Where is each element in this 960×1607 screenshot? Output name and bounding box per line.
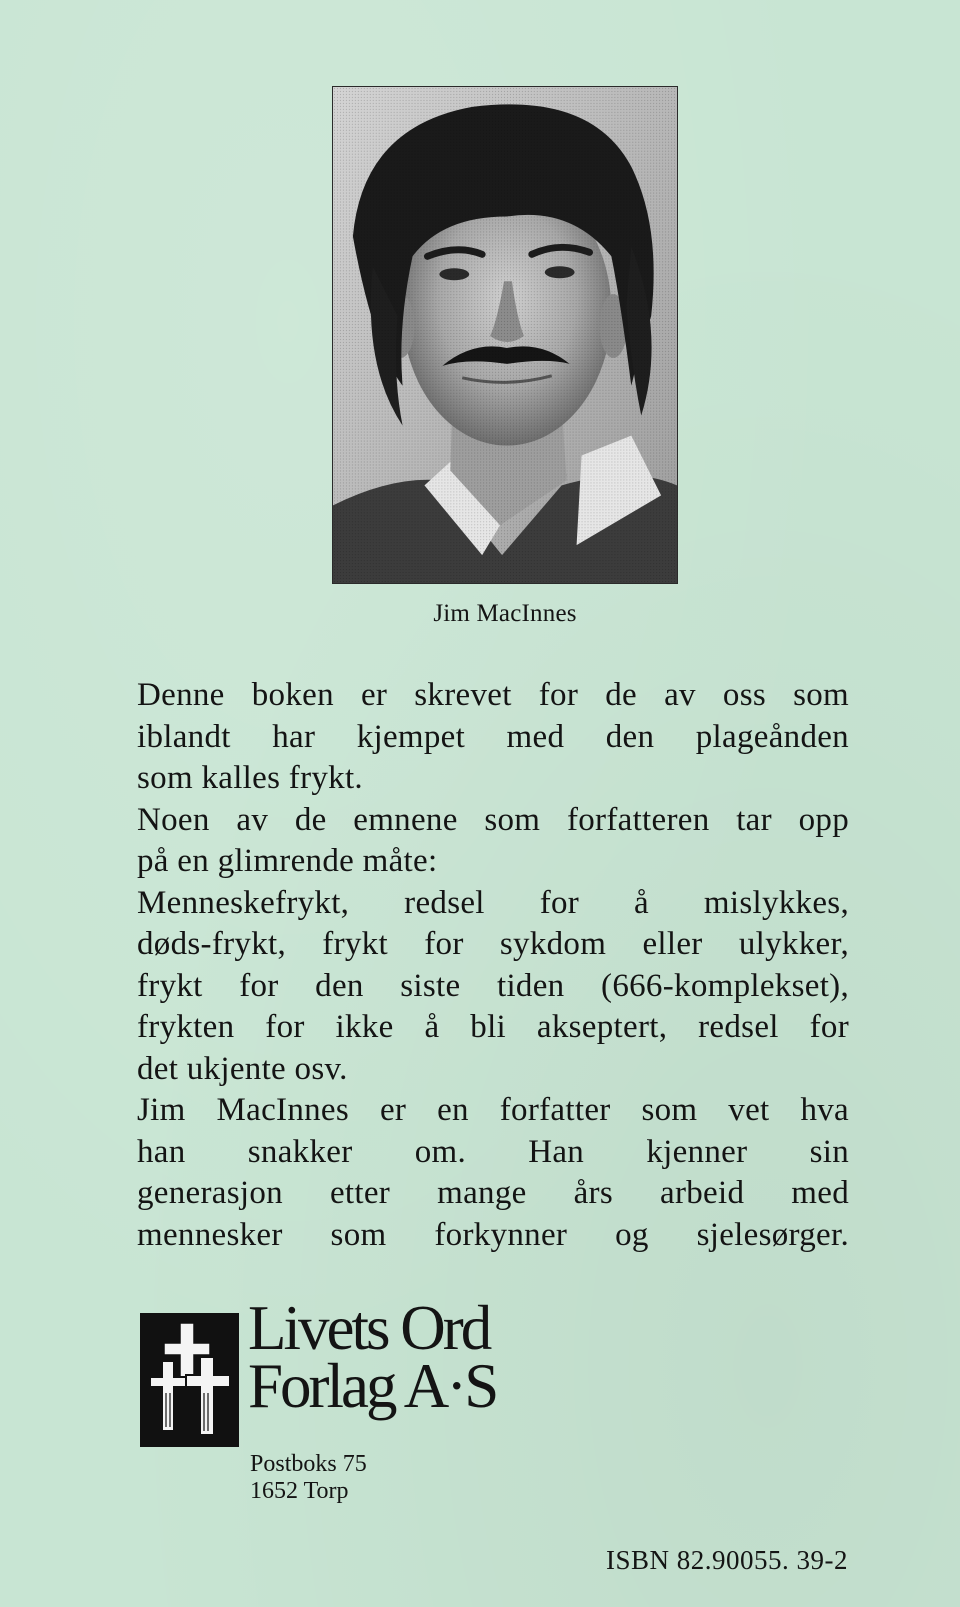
publisher-address bbox=[250, 1451, 367, 1505]
blurb-paragraph bbox=[137, 675, 849, 800]
text-line: Noen av de emnene som forfatteren tar opp bbox=[137, 801, 849, 838]
text-line: generasjon etter mange års arbeid med bbox=[137, 1175, 849, 1211]
text-line: døds-frykt, frykt for sykdom eller ulykker, bbox=[137, 926, 849, 962]
publisher-name-line: Forlag A·S bbox=[248, 1351, 497, 1421]
author-photo bbox=[332, 86, 678, 584]
text-line: iblandt har kjempet med den plageånden bbox=[137, 718, 849, 755]
blurb-paragraph bbox=[137, 800, 849, 883]
text-line: frykten for ikke å bli akseptert, redsel for bbox=[137, 1009, 849, 1045]
text-line: Denne boken er skrevet for de av oss som bbox=[137, 677, 849, 713]
blurb-paragraph bbox=[137, 883, 849, 1091]
publisher-block bbox=[140, 1293, 560, 1513]
text-line: han snakker om. Han kjenner sin bbox=[137, 1133, 849, 1170]
blurb-text bbox=[137, 675, 849, 1256]
photo-caption: Jim MacInnes bbox=[433, 600, 577, 627]
author-portrait-image bbox=[333, 87, 677, 583]
text-line: Menneskefrykt, redsel for å mislykkes, bbox=[137, 884, 849, 921]
publisher-name bbox=[248, 1293, 497, 1421]
text-line: det ukjente osv. bbox=[137, 1050, 348, 1087]
isbn-number: ISBN 82.90055. 39-2 bbox=[605, 1545, 848, 1575]
address-line: 1652 Torp bbox=[250, 1478, 349, 1504]
text-line: som kalles frykt. bbox=[137, 760, 363, 796]
publisher-name-line: Livets Ord bbox=[248, 1293, 490, 1363]
blurb-paragraph bbox=[137, 1090, 849, 1256]
address-line: Postboks 75 bbox=[250, 1451, 367, 1477]
text-line: Jim MacInnes er en forfatter som vet hva bbox=[137, 1092, 849, 1128]
text-line: på en glimrende måte: bbox=[137, 843, 438, 879]
text-line: frykt for den siste tiden (666-komplekset), bbox=[137, 967, 849, 1004]
text-line: mennesker som forkynner og sjelesørger. bbox=[137, 1216, 849, 1253]
crosses-logo-icon bbox=[140, 1313, 239, 1447]
